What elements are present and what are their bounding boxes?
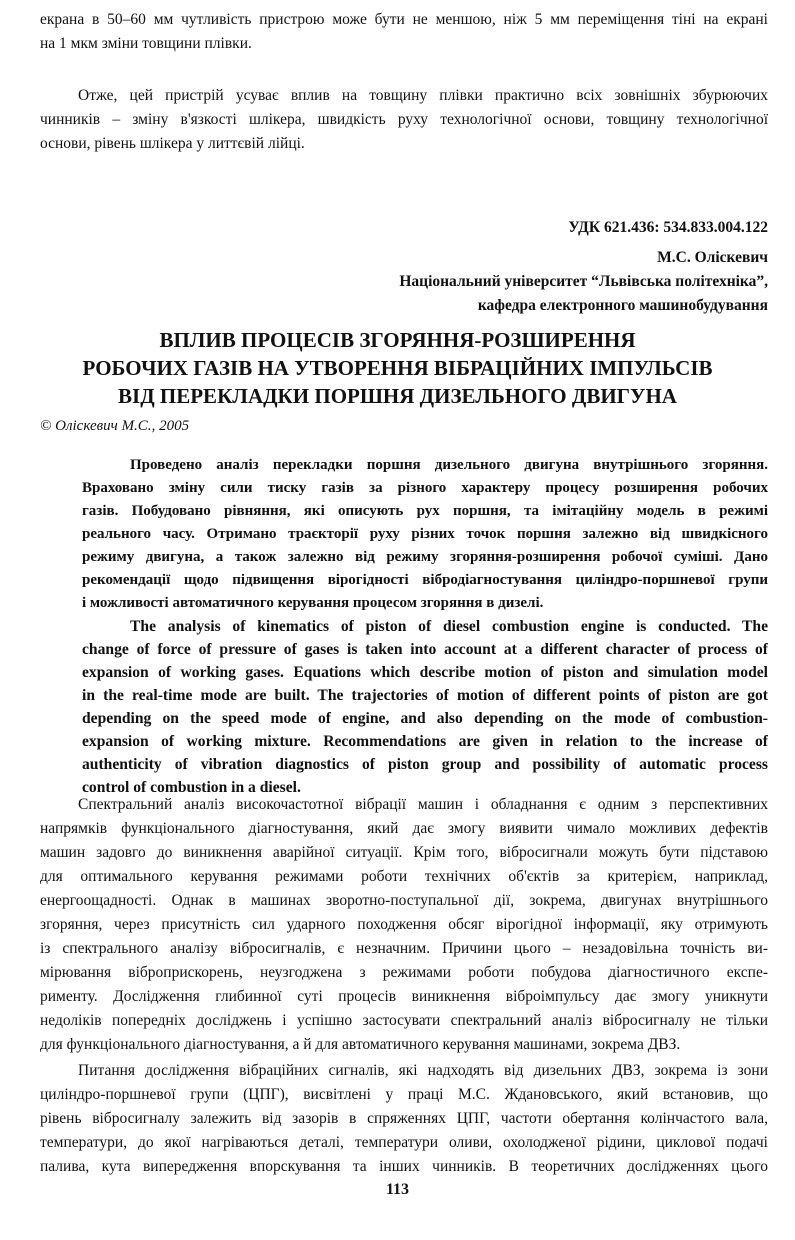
text-line: expansion of working gases. Equations which describe motion of piston and simulation model [82,664,768,681]
text-line: рименту. Дослідження глибинної суті процесів виникнення віброімпульсу дає змогу уникнути [40,988,768,1005]
text-line: depending on the speed mode of engine, and also depending on the mode of combustion- [82,710,768,727]
text-line: для функціонального діагностування, а й для автоматичного керування машинами, зокрема ДВЗ. [40,1036,681,1053]
text-line: енергоощадності. Однак в машинах зворотно-поступальної дії, зокрема, двигунах внутрішнього [40,892,768,909]
text-line: газів. Побудовано рівняння, які описують рух поршня, та імітаційну модель в режимі [82,503,768,519]
top-paragraph-2 [40,84,768,156]
text-line: control of combustion in a diesel. [82,779,301,796]
body-paragraph-1 [40,793,768,1057]
text-line: Спектральний аналіз високочастотної вібрації машин і обладнання є одним з перспективних [78,796,768,813]
title-line: РОБОЧИХ ГАЗІВ НА УТВОРЕННЯ ВІБРАЦІЙНИХ ІМПУЛЬСІВ [82,356,713,380]
affiliation-line: кафедра електронного машинобудування [477,297,768,314]
text-line: The analysis of kinematics of piston of diesel combustion engine is conducted. The [130,618,768,635]
affiliation [399,270,768,318]
text-line: Питання дослідження вібраційних сигналів, які надходять від дизельних ДВЗ, зокрема із зони [78,1062,768,1079]
page-number: 113 [385,1181,410,1198]
author-name: М.С. Оліскевич [657,249,768,266]
text-line: температури, до якої нагріваються деталі, температури оливи, охолодженої рідини, циклової подачі [40,1134,768,1151]
text-line: Враховано зміну сили тиску газів за різного характеру процесу розширення робочих [82,480,768,496]
body-paragraph-2 [40,1059,768,1179]
abstract-ukrainian [82,454,768,615]
text-line: рекомендації щодо підвищення вірогідності вібродіагностування циліндро-поршневої групи [82,572,768,588]
abstract-english [82,615,768,799]
text-line: реального часу. Отримано траєкторії руху різних точок поршня залежно від швидкісного [82,526,768,542]
title-line: ВПЛИВ ПРОЦЕСІВ ЗГОРЯННЯ-РОЗШИРЕННЯ [159,328,636,352]
text-line: Проведено аналіз перекладки поршня дизельного двигуна внутрішнього згоряння. [130,457,768,473]
copyright: © Оліскевич М.С., 2005 [40,418,190,434]
text-line: із спектрального аналізу вібросигналів, є незначним. Причини цього – незадовільна точність ви- [40,940,768,957]
text-line: режиму двигуна, а також залежно від режиму згоряння-розширення робочої суміші. Дано [82,549,768,565]
text-line: рівень вібросигналу залежить від зазорів в спряженнях ЦПГ, частоти обертання колінчастого вала, [40,1110,768,1127]
text-line: палива, кута випередження впорскування та інших чинників. В теоретичних дослідженнях цього [40,1158,768,1175]
text-line: Отже, цей пристрій усуває вплив на товщину плівки практично всіх зовнішніх збурюючих [78,87,768,104]
affiliation-line: Національний університет “Львівська політехніка”, [399,273,768,290]
udk-code: УДК 621.436: 534.833.004.122 [568,219,768,236]
title-line: ВІД ПЕРЕКЛАДКИ ПОРШНЯ ДИЗЕЛЬНОГО ДВИГУНА [118,384,677,408]
text-line: чинників – зміну в'язкості шлікера, швидкість руху технологічної основи, товщину технологічної [40,111,768,128]
text-line: change of force of pressure of gases is taken into account at a different character of process of [82,641,768,658]
text-line: і можливості автоматичного керування процесом згоряння в дизелі. [82,595,544,611]
text-line: основи, рівень шлікера у литтєвій лійці. [40,135,305,152]
text-line: authenticity of vibration diagnostics of piston group and possibility of automatic process [82,756,768,773]
text-line: in the real-time mode are built. The trajectories of motion of different points of piston are got [82,687,768,704]
text-line: згоряння, через присутність сил ударного походження обсяг вірогідної інформації, яку отримують [40,916,768,933]
text-line: машин задовго до виникнення аварійної ситуації. Крім того, вібросигнали можуть бути підставою [40,844,768,861]
text-line: недоліків попередніх досліджень і успішно застосувати спектральний аналіз вібросигналу не тільки [40,1012,768,1029]
text-line: мірювання віброприскорень, неузгоджена з режимами роботи побудова діагностичного експе- [40,964,768,981]
top-paragraph-1 [40,8,768,56]
text-line: expansion of working mixture. Recommendations are given in relation to the increase of [82,733,768,750]
article-title [0,326,795,410]
text-line: для оптимального керування режимами роботи технічних об'єктів за критерієм, наприклад, [40,868,768,885]
text-line: напрямків функціонального діагностування, який дає змогу виявити чимало можливих дефектів [40,820,768,837]
text-line: на 1 мкм зміни товщини плівки. [40,35,252,52]
text-line: циліндро-поршневої групи (ЦПГ), висвітлені у праці М.С. Ждановського, який встановив, що [40,1086,768,1103]
text-line: екрана в 50–60 мм чутливість пристрою може бути не меншою, ніж 5 мм переміщення тіні на екрані [40,11,768,28]
